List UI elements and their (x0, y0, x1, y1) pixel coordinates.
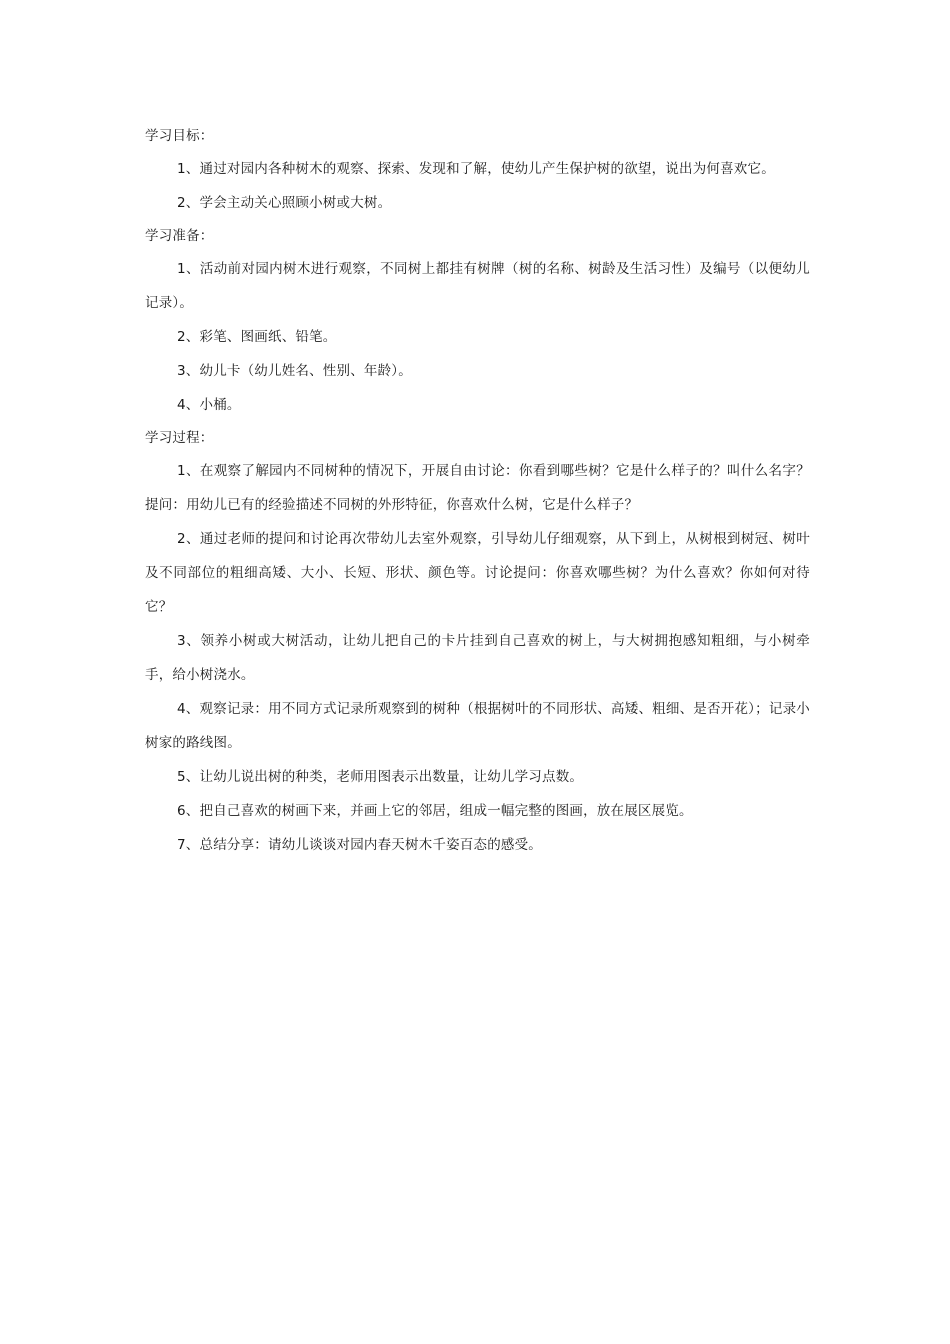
list-item: 1、在观察了解园内不同树种的情况下，开展自由讨论：你看到哪些树？它是什么样子的？叫什么名字？提问：用幼儿已有的经验描述不同树的外形特征，你喜欢什么树，它是什么样子？ (145, 463, 810, 513)
list-item: 3、领养小树或大树活动，让幼儿把自己的卡片挂到自己喜欢的树上，与大树拥抱感知粗细，与小树牵手，给小树浇水。 (145, 633, 810, 683)
list-item: 6、把自己喜欢的树画下来，并画上它的邻居，组成一幅完整的图画，放在展区展览。 (177, 803, 693, 819)
section-preparation (145, 220, 810, 422)
section-heading: 学习准备： (145, 228, 214, 244)
list-item: 1、通过对园内各种树木的观察、探索、发现和了解，使幼儿产生保护树的欲望，说出为何喜欢它。 (177, 161, 775, 177)
list-item: 1、活动前对园内树木进行观察，不同树上都挂有树牌（树的名称、树龄及生活习性）及编号（以便幼儿记录）。 (145, 261, 810, 311)
list-item: 4、小桶。 (177, 397, 241, 413)
list-item: 4、观察记录：用不同方式记录所观察到的树种（根据树叶的不同形状、高矮、粗细、是否开花）；记录小树家的路线图。 (145, 701, 810, 751)
document-body (145, 120, 810, 862)
list-item: 2、彩笔、图画纸、铅笔。 (177, 329, 337, 345)
list-item: 7、总结分享：请幼儿谈谈对园内春天树木千姿百态的感受。 (177, 837, 542, 853)
list-item: 2、学会主动关心照顾小树或大树。 (177, 195, 392, 211)
section-heading: 学习过程： (145, 430, 214, 446)
list-item: 2、通过老师的提问和讨论再次带幼儿去室外观察，引导幼儿仔细观察，从下到上，从树根到树冠、树叶及不同部位的粗细高矮、大小、长短、形状、颜色等。讨论提问：你喜欢哪些树？为什么喜欢？你如何对待它？ (145, 531, 810, 615)
section-heading: 学习目标： (145, 128, 214, 144)
section-goals (145, 120, 810, 220)
list-item: 3、幼儿卡（幼儿姓名、性别、年龄）。 (177, 363, 412, 379)
list-item: 5、让幼儿说出树的种类，老师用图表示出数量，让幼儿学习点数。 (177, 769, 584, 785)
section-process (145, 422, 810, 862)
